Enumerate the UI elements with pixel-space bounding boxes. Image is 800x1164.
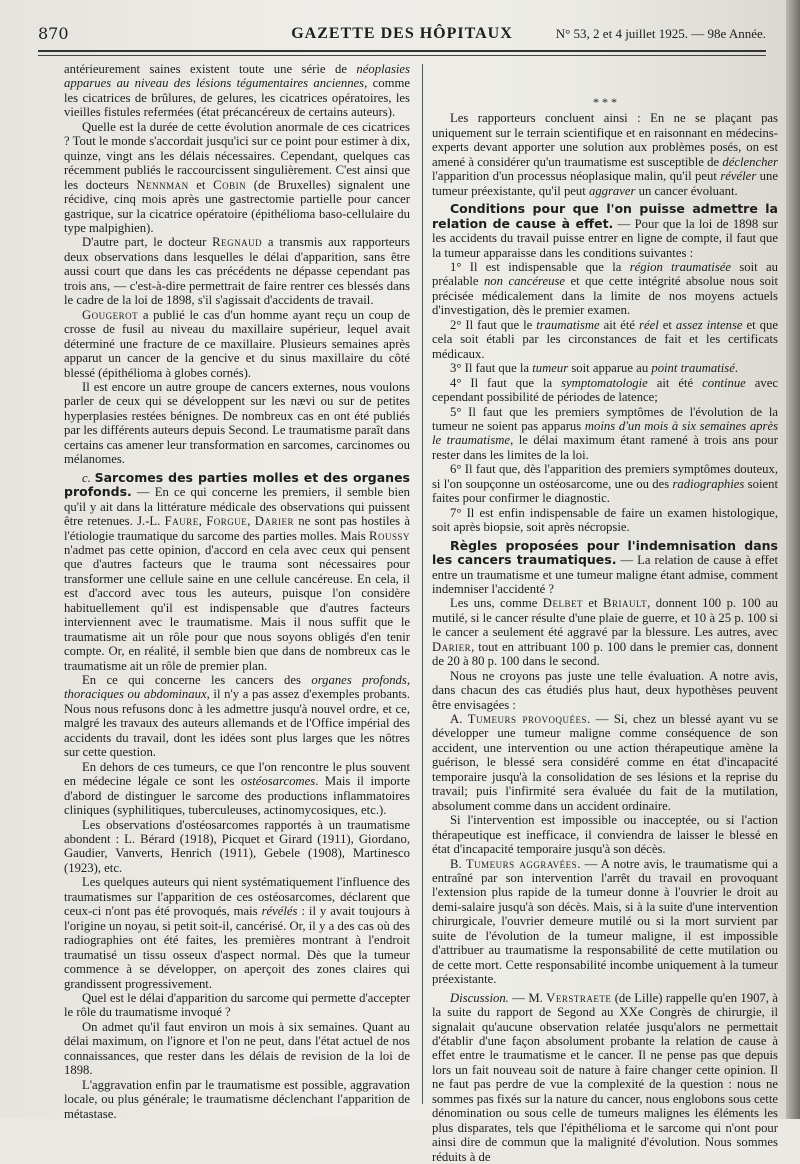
- emphasis-text: non cancéreuse: [483, 274, 566, 289]
- text-run: 2° Il faut que le: [450, 317, 537, 332]
- text-run: avec cependant possibilité de périodes de latence;: [432, 375, 778, 405]
- text-run: soit apparue au: [568, 361, 652, 376]
- author-name: Verstraete: [546, 990, 612, 1005]
- section-heading: Sarcomes des parties molles et des organes profonds.: [64, 469, 410, 500]
- text-run: On admet qu'il faut environ un mois à six semaines. Quant au délai maximum, on l'ignore et l'on ne peut, dans l'état actuel de nos connaissances, que rester dans les délais de revision de la loi de 1898.: [64, 1019, 410, 1078]
- text-run: . — Si, chez un blessé ayant vu se développer une tumeur maligne comme conséquence de son accident, une intervention ou une action thérapeutique amène la guérison, le blessé sera considéré comme en état d'incapacité temporaire jusqu'à la consolidation de ses lésions et la reprise du travail; puis l'infirmité sera évaluée du fait de la mutilation, absolument comme dans un accident ordinaire.: [432, 712, 778, 813]
- paragraph: [64, 818, 410, 876]
- emphasis-text: révéler: [720, 169, 757, 184]
- author-name: Roussy: [369, 528, 410, 543]
- text-run: , donnent 100 p. 100 au mutilé, si le cancer résulte d'une plaie de guerre, et 10 à 25 p. 100 si le cancer a seulement été aggravé par la blessure. Les autres, avec: [432, 596, 778, 640]
- emphasis-text: révélés: [261, 904, 298, 919]
- list-item: [432, 318, 778, 361]
- emphasis-text: continue: [702, 375, 746, 390]
- emphasis-text: moins d'un mois à six semaines après le traumatisme: [432, 418, 778, 448]
- text-run: Les quelques auteurs qui nient systématiquement l'influence des traumatismes sur l'apparition de ces ostéosarcomes, déclarent que ceux-ci n'ont pas été provoqués, mais: [64, 875, 410, 919]
- text-run: , le délai maximum étant ramené à trois ans pour rester dans les limites de la loi.: [432, 433, 778, 462]
- text-run: et: [658, 317, 676, 332]
- text-run: D'autre part, le docteur: [82, 235, 213, 250]
- paragraph: [64, 380, 410, 467]
- paragraph: [432, 712, 778, 813]
- author-name: Forgue: [206, 514, 248, 529]
- right-column: [432, 95, 778, 1164]
- issue-info: N° 53, 2 et 4 juillet 1925. — 98e Année.: [555, 26, 766, 41]
- emphasis-text: assez intense: [675, 317, 743, 332]
- list-item: [432, 506, 778, 535]
- paragraph: [64, 760, 410, 818]
- paragraph: [64, 673, 410, 760]
- text-run: .: [734, 361, 739, 376]
- paragraph: [64, 235, 410, 307]
- text-run: un cancer évoluant.: [635, 183, 738, 198]
- page-number: 870: [38, 24, 69, 43]
- emphasis-text: réel: [639, 317, 659, 332]
- text-run: et: [582, 596, 604, 611]
- section-paragraph: [64, 471, 410, 673]
- author-name: Tumeurs provoquées: [467, 712, 588, 727]
- header-rule-thin: [38, 55, 766, 56]
- text-run: Les uns, comme: [450, 596, 543, 611]
- paragraph: [64, 875, 410, 991]
- emphasis-text: déclencher: [722, 154, 778, 169]
- journal-title: GAZETTE DES HÔPITAUX: [291, 25, 513, 42]
- text-run: — M.: [508, 990, 547, 1005]
- emphasis-text: aggraver: [588, 183, 636, 198]
- author-name: Delbet: [542, 596, 583, 611]
- text-run: a publié le cas d'un homme ayant reçu un coup de crosse de fusil au niveau du maxillaire supérieur, lequel avait déterminé une fracture de ce maxillaire. Plusieurs semaines après apparut un cancer de la gencive et du sinus maxillaire du côté blessé (épithélioma à globes cornés).: [64, 307, 410, 380]
- author-name: Tumeurs aggravées: [465, 856, 578, 871]
- section-paragraph: [432, 202, 778, 260]
- text-run: ,: [198, 514, 207, 529]
- list-item: [432, 361, 778, 375]
- emphasis-text: région traumatisée: [629, 259, 732, 274]
- list-item: [432, 260, 778, 318]
- author-name: Gougerot: [82, 307, 139, 322]
- text-run: Quel est le délai d'apparition du sarcome qui permette d'accepter le rôle du traumatisme invoqué ?: [64, 991, 410, 1020]
- column-divider: [422, 64, 423, 1104]
- emphasis-text: Discussion.: [450, 990, 509, 1005]
- emphasis-text: tumeur: [532, 361, 569, 376]
- author-name: Darier: [432, 639, 472, 654]
- text-run: antérieurement saines existent toute une série de: [64, 62, 357, 76]
- text-run: En dehors de ces tumeurs, ce que l'on rencontre le plus souvent en médecine légale ce sont les: [64, 759, 410, 789]
- section-ornament: * * *: [593, 95, 617, 109]
- author-name: Nennman: [136, 177, 189, 192]
- paragraph: [64, 62, 410, 120]
- text-run: (de Bruxelles) signalent une récidive, cinq mois après une gastrectomie partielle pour cancer gastrique, sur la cicatrice opératoire (épithélioma baso-cellulaire du type malpighien).: [64, 177, 410, 235]
- text-run: . — A notre avis, le traumatisme qui a entraîné par son intervention l'arrêt du travail en provoquant l'extension plus rapide de la tumeur donne à l'ouvrier le droit au demi-salaire jusqu'à son décès. Mais, si à la suite d'une intervention chirurgicale, l'ouvrier demeure mutilé ou si la mort survient par suite de l'évolution de la tumeur maligne, il est impossible d'attribuer au traumatisme la responsabilité de cette mutilation ou de cette mort. Cette responsabilité incombe uniquement à la tumeur préexistante.: [432, 856, 778, 987]
- left-column: [64, 62, 410, 1121]
- text-run: . Mais il importe d'abord de distinguer le sarcome des productions inflammatoires cliniques (syphilitiques, tuberculeuses, actinomycosiques, etc.).: [64, 774, 410, 818]
- text-run: Il est encore un autre groupe de cancers externes, nous voulons parler de ceux qui se développent sur les nævi ou sur de petites hyperplasies restées bénignes. De nombreux cas en ont été publiés par les différents auteurs depuis Second. Le traumatisme paraît dans certains cas amener leur transformation en sarcomes, carcinomes ou mélanomes.: [64, 379, 410, 467]
- text-run: 7° Il est enfin indispensable de faire un examen histologique, soit après biopsie, soit après nécropsie.: [432, 505, 778, 535]
- paragraph: [64, 991, 410, 1020]
- text-run: a transmis aux rapporteurs deux observations dans lesquelles le délai d'apparition, sans être aussi court que dans les cas précédents ne dépasse cependant pas trois ans, — c'est-à-dire permettrait de faire rentrer ces blessés dans le cadre de la loi de 1898, s'il s'agissait d'accidents de travail.: [64, 235, 410, 308]
- emphasis-text: radiographies: [672, 476, 745, 491]
- text-run: soit au préalable: [432, 259, 778, 289]
- text-run: , comme les cicatrices de brûlures, de gelures, les cicatrices opératoires, les vieilles fistules refermées (état précancéreux de certains auteurs).: [64, 76, 410, 120]
- paragraph: [432, 669, 778, 712]
- emphasis-text: symptomatologie: [561, 375, 648, 390]
- paragraph: [64, 1078, 410, 1121]
- text-run: une tumeur préexistante, qu'il peut: [432, 169, 778, 198]
- text-run: — La relation de cause à effet entre un traumatisme et une tumeur maligne étant admise, comment indemniser l'accidenté ?: [432, 553, 778, 596]
- text-run: 3° Il faut que la: [450, 361, 533, 376]
- text-run: — Pour que la loi de 1898 sur les accidents du travail puisse entrer en ligne de compte, il faut que la tumeur apparaisse dans les conditions suivantes :: [432, 216, 778, 260]
- page-edge-shadow: [786, 0, 800, 1119]
- paragraph: [432, 596, 778, 668]
- text-run: et que cette intégrité absolue nous soit précisée médicalement dans la limite de nos moyens actuels d'investigation, dès le premier examen.: [432, 274, 778, 318]
- list-item: [432, 376, 778, 405]
- text-run: 1° Il est indispensable que la: [450, 259, 630, 274]
- paragraph: [64, 120, 410, 236]
- discussion-paragraph: [432, 991, 778, 1164]
- list-item: [432, 405, 778, 463]
- text-run: ne sont pas hostiles à l'étiologie traumatique du sarcome des parties molles. Mais: [64, 514, 410, 543]
- text-run: ,: [247, 514, 255, 529]
- text-run: 4° Il faut que la: [450, 375, 562, 390]
- text-run: soient faites pour confirmer le diagnostic.: [432, 476, 778, 506]
- author-name: Faure: [164, 514, 199, 529]
- text-run: ait été: [599, 317, 640, 332]
- text-run: — En ce qui concerne les premiers, il semble bien qu'il y ait dans la littérature médicale des observations qui puissent être retenues. J.-L.: [64, 485, 410, 529]
- paragraph: [432, 111, 778, 198]
- emphasis-text: c.: [82, 470, 95, 485]
- text-run: A.: [450, 712, 468, 727]
- list-item: [432, 462, 778, 505]
- text-run: Si l'intervention est impossible ou inacceptée, ou si l'action thérapeutique est inefficace, il conviendra de laisser le blessé en état d'incapacité temporaire jusqu'à son décès.: [432, 813, 778, 857]
- text-run: En ce qui concerne les cancers des: [82, 673, 312, 688]
- paragraph: [64, 1020, 410, 1078]
- section-paragraph: [432, 539, 778, 597]
- text-run: (de Lille) rappelle qu'en 1907, à la suite du rapport de Segond au XXe Congrès de chirurgie, il signalait qu'aucune observation relatée jusqu'alors ne permettait d'établir d'une façon absolument probante la relation de cause à effet entre le traumatisme et le cancer. Il ne pense pas que depuis lors un fait nouveau soit de nature à faire changer cette opinion. Il ne faut pas perdre de vue la complexité de la question : nous ne sommes pas fixés sur la nature du cancer, nous englobons sous cette dénomination ou sous celle de tumeurs malignes les éléments les plus disparates, tels que l'épithélioma et le sarcome qui n'ont pour ainsi dire de commun que la malignité d'évolution. Nous sommes réduits à de: [432, 990, 778, 1164]
- text-run: Les observations d'ostéosarcomes rapportés à un traumatisme abondent : L. Bérard (1918), Picquet et Girard (1911), Giordano, Gaudier, Vanverts, Henrich (1911), Gebele (1908), Martinesco (1923), etc.: [64, 817, 410, 875]
- text-run: n'admet pas cette opinion, d'accord en cela avec ceux qui pensent que d'autres facteurs que le trauma sont nécessaires pour transformer une cellule saine en une cellule cancéreuse. En cela, il est d'accord avec tous les auteurs, puisque l'on considère habituellement qu'il est indispensable que d'autres facteurs interviennent avec le traumatisme. Mais il nous suffit que le traumatisme ait un rôle pour que nous soyons obligés d'en tenir compte. Or, en réalité, il semble bien que dans de nombreux cas le traumatisme ait un rôle de premier plan.: [64, 542, 410, 673]
- header-rule-thick: [38, 50, 766, 52]
- text-run: Quelle est la durée de cette évolution anormale de ces cicatrices ? Tout le monde s'accordait jusqu'ici sur ce point pour estimer à dix, quinze, vingt ans les délais nécessaires. Cependant, quelques cas récemment publiés le raccourcissent singulièrement. C'est ainsi que les docteurs: [64, 119, 410, 192]
- author-name: Darier: [254, 514, 294, 529]
- emphasis-text: néoplasies apparues au niveau des lésions tégumentaires anciennes: [64, 62, 410, 91]
- author-name: Cobin: [213, 177, 247, 192]
- paragraph: [432, 813, 778, 856]
- paragraph: [64, 308, 410, 380]
- text-run: ait été: [647, 375, 703, 390]
- emphasis-text: point traumatisé: [651, 361, 735, 376]
- text-run: B.: [450, 856, 466, 871]
- emphasis-text: organes profonds, thoraciques ou abdominaux: [64, 673, 410, 702]
- text-run: l'apparition d'un processus néoplasique malin, qu'il peut: [432, 169, 721, 184]
- author-name: Regnaud: [212, 235, 263, 250]
- paragraph: [432, 857, 778, 987]
- text-run: , il n'y a pas assez d'exemples probants. Nous nous refusons donc à les admettre jusqu'à nouvel ordre, et ce, malgré les travaux des auteurs allemands et de l'Office impérial des accidents du travail, dont les idées sont plus larges que les nôtres sur cette question.: [64, 687, 410, 760]
- text-run: Les rapporteurs concluent ainsi : En ne se plaçant pas uniquement sur le terrain scientifique et en raisonnant en médecins-experts devant apporter une solution aux problèmes posés, on est amené à considérer qu'un traumatisme est susceptible de: [432, 111, 778, 169]
- section-heading: Conditions pour que l'on puisse admettre la relation de cause à effet.: [432, 201, 778, 231]
- author-name: Briault: [603, 596, 648, 611]
- text-run: et: [188, 177, 214, 192]
- text-run: L'aggravation enfin par le traumatisme est possible, aggravation locale, ou plus générale; le traumatisme déclenchant l'apparition de métastase.: [64, 1077, 410, 1121]
- emphasis-text: ostéosarcomes: [240, 774, 316, 789]
- emphasis-text: traumatisme: [536, 317, 600, 332]
- section-heading: Règles proposées pour l'indemnisation dans les cancers traumatiques.: [432, 537, 778, 568]
- text-run: et que cela soit établi par les circonstances de fait et les certificats médicaux.: [432, 317, 778, 361]
- text-run: 6° Il faut que, dès l'apparition des premiers symptômes douteux, si l'on soupçonne un ostéosarcome, une ou des: [432, 462, 778, 491]
- running-header: [38, 24, 766, 48]
- text-run: 5° Il faut que les premiers symptômes de l'évolution de la tumeur ne soient pas apparus: [432, 404, 778, 433]
- text-run: : il y avait toujours à l'origine un noyau, si petit soit-il, cancérisé. Or, il y a des cas où des radiographies ont été faites, les premières montrant à l'endroit traumatisé un tissu osseux d'aspect normal. Dès que la tumeur commence à se développer, on aperçoit des zones claires qui grandissent progressivement.: [64, 904, 410, 991]
- text-run: Nous ne croyons pas juste une telle évaluation. A notre avis, dans chacun des cas étudiés plus haut, deux hypothèses peuvent être envisagées :: [432, 668, 778, 712]
- text-run: , tout en attribuant 100 p. 100 dans le premier cas, donnent de 20 à 80 p. 100 dans le second.: [432, 639, 778, 669]
